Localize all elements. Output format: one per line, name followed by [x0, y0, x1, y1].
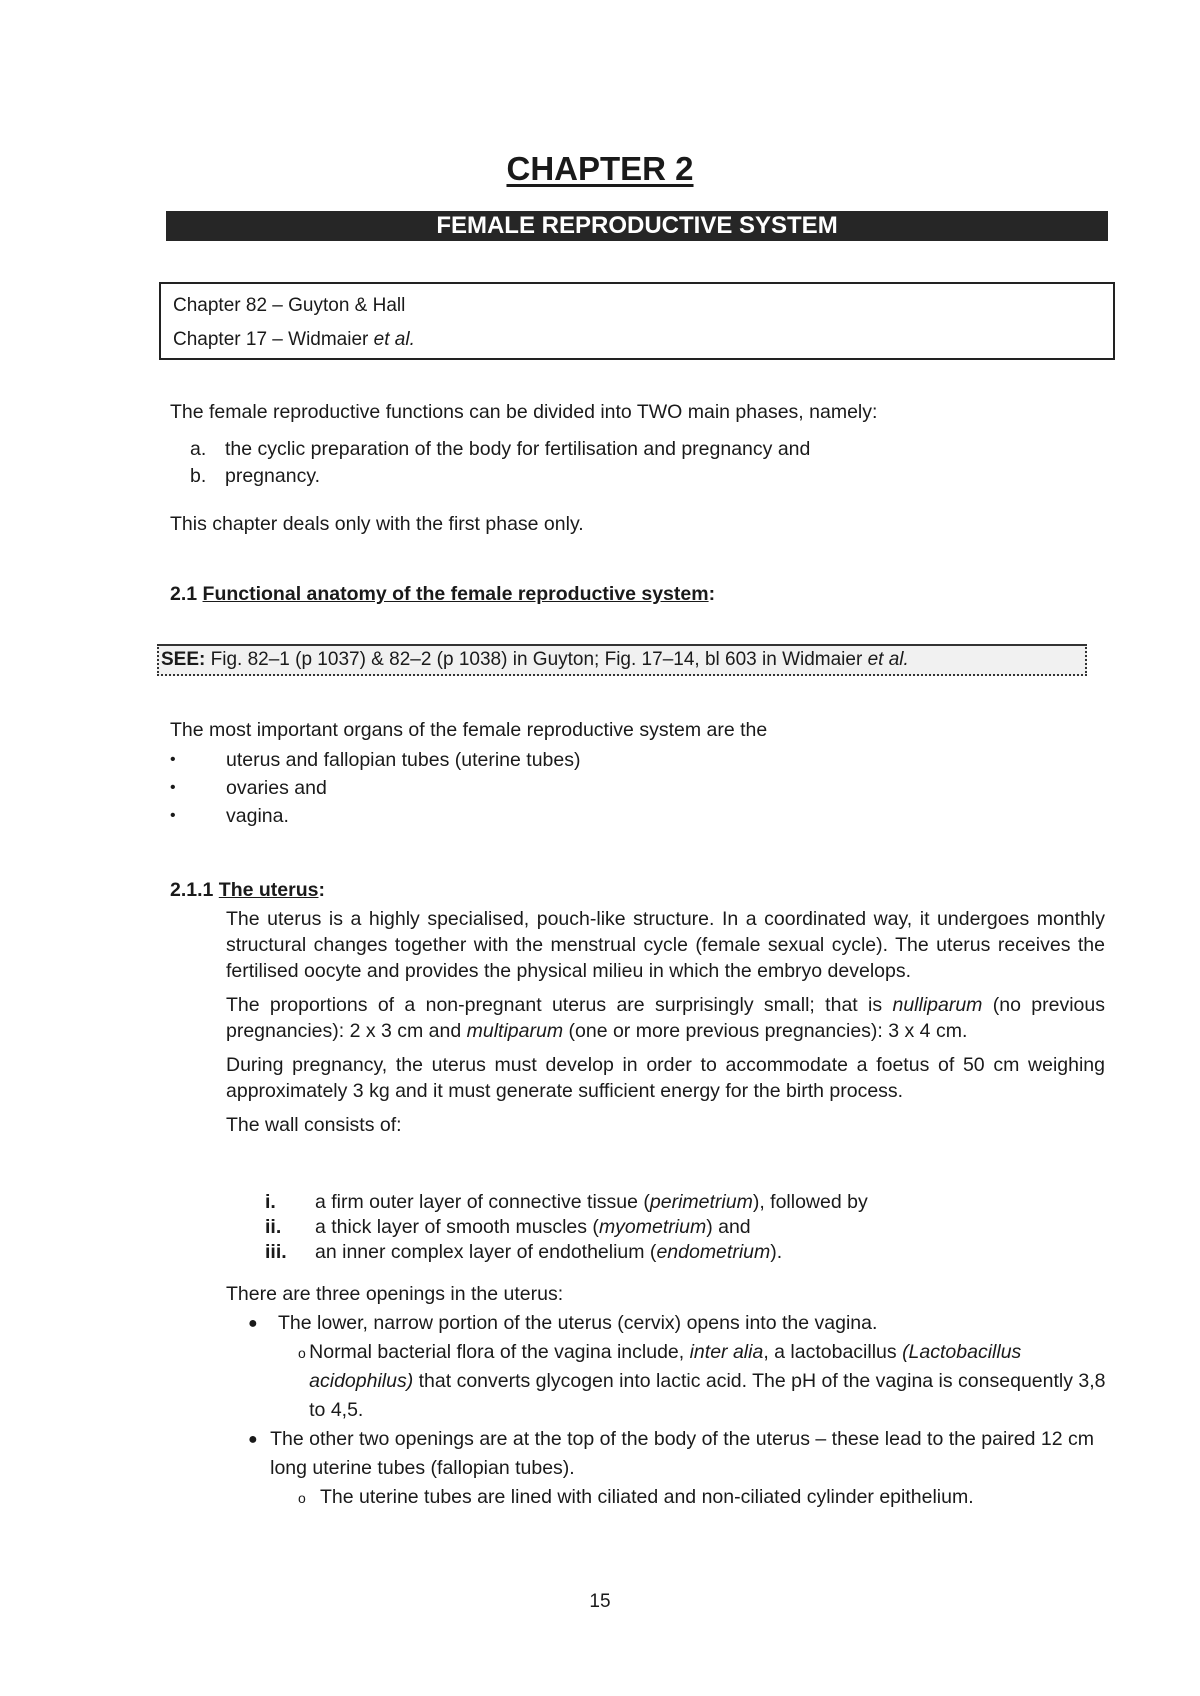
list-item [170, 774, 1070, 802]
bullet-icon: ● [248, 1431, 258, 1448]
section-title: Functional anatomy of the female reproductive system [202, 583, 709, 605]
bullet-icon: • [170, 751, 176, 768]
openings-section [226, 1280, 1106, 1514]
list-item [190, 436, 1090, 463]
bullet-icon: • [170, 779, 176, 796]
chapter-banner: FEMALE REPRODUCTIVE SYSTEM [166, 211, 1108, 241]
reference-line-2-text: Chapter 17 – Widmaier [173, 329, 374, 350]
list-item-text: uterus and fallopian tubes (uterine tubes) [226, 749, 581, 771]
list-item-text: The lower, narrow portion of the uterus (cervix) opens into the vagina. [278, 1312, 878, 1334]
organs-list [170, 746, 1070, 830]
see-italic: et al. [867, 649, 909, 670]
bullet-icon: • [170, 807, 176, 824]
list-item-text: vagina. [226, 805, 289, 827]
list-marker: a. [190, 438, 207, 460]
uterus-description [226, 906, 1105, 1146]
list-marker: ii. [265, 1216, 282, 1238]
text-run: ), followed by [752, 1191, 868, 1213]
wall-intro: The wall consists of: [226, 1114, 402, 1136]
list-item [190, 463, 1090, 490]
see-text: Fig. 82–1 (p 1037) & 82–2 (p 1038) in Guyton; Fig. 17–14, bl 603 in Widmaier [205, 649, 868, 670]
text-run: a firm outer layer of connective tissue ( [315, 1191, 650, 1213]
list-item [265, 1215, 1085, 1240]
bullet-icon: ● [248, 1315, 258, 1332]
phase-list [190, 436, 1090, 490]
section-number: 2.1.1 [170, 879, 219, 901]
list-item-text [309, 1338, 1106, 1425]
list-item-text: the cyclic preparation of the body for fertilisation and pregnancy and [225, 438, 811, 460]
text-italic: multiparum [466, 1020, 564, 1042]
list-item [265, 1190, 1085, 1215]
section-colon: : [708, 583, 716, 605]
list-marker: b. [190, 465, 207, 487]
text-run: (no previous pregnancies): 2 x 3 cm and [226, 994, 1105, 1042]
text-italic: nulliparum [892, 994, 983, 1016]
list-item [248, 1425, 1106, 1483]
list-item [170, 802, 1070, 830]
see-label: SEE: [161, 649, 206, 670]
list-item [248, 1309, 1106, 1338]
text-run: a thick layer of smooth muscles ( [315, 1216, 599, 1238]
organs-intro: The most important organs of the female reproductive system are the [170, 719, 768, 741]
text-run: , a lactobacillus [763, 1341, 903, 1363]
list-item-text [315, 1240, 782, 1265]
reference-line-2-italic: et al. [373, 329, 415, 350]
list-item-text [315, 1190, 868, 1215]
text-run: (one or more previous pregnancies): 3 x 4 cm. [563, 1020, 968, 1042]
reference-line-1: Chapter 82 – Guyton & Hall [173, 295, 406, 316]
text-italic: endometrium [656, 1241, 771, 1263]
page-number: 15 [589, 1591, 611, 1612]
sub-list-item [298, 1483, 1106, 1514]
section-number: 2.1 [170, 583, 203, 605]
section-colon: : [318, 879, 325, 901]
intro-text: The female reproductive functions can be divided into TWO main phases, namely: [170, 401, 878, 423]
list-item-text: The other two openings are at the top of the body of the uterus – these lead to the paired 12 cm long uterine tubes (fallopian tubes). [270, 1428, 1094, 1479]
text-run: Normal bacterial flora of the vagina include, [309, 1341, 690, 1363]
uterus-paragraph-2 [226, 992, 1105, 1044]
text-italic: (Lactobacillus acidophilus) [309, 1341, 1022, 1392]
list-item-text: ovaries and [226, 777, 327, 799]
reference-box [159, 282, 1115, 360]
text-run: an inner complex layer of endothelium ( [315, 1241, 657, 1263]
uterus-paragraph-1: The uterus is a highly specialised, pouch-like structure. In a coordinated way, it undergoes monthly structural changes together with the menstrual cycle (female sexual cycle). The uterus receives the fertilised oocyte and provides the physical milieu in which the embryo develops. [226, 908, 1105, 982]
text-run: ) and [706, 1216, 751, 1238]
list-item-text: The uterine tubes are lined with ciliated and non-ciliated cylinder epithelium. [320, 1486, 974, 1508]
list-marker: iii. [265, 1241, 287, 1263]
list-marker: i. [265, 1191, 276, 1213]
text-italic: inter alia [689, 1341, 764, 1363]
openings-intro: There are three openings in the uterus: [226, 1283, 564, 1305]
circle-bullet-icon: o [298, 1490, 306, 1506]
sub-list-item [298, 1338, 1106, 1425]
circle-bullet-icon: o [298, 1345, 306, 1361]
uterus-paragraph-3: During pregnancy, the uterus must develop in order to accommodate a foetus of 50 cm weighing approximately 3 kg and it must generate sufficient energy for the birth process. [226, 1054, 1105, 1102]
text-italic: myometrium [598, 1216, 707, 1238]
reference-line-2 [173, 323, 1101, 357]
text-italic: perimetrium [649, 1191, 753, 1213]
text-run: that converts glycogen into lactic acid. The pH of the vagina is consequently 3,8 to 4,5. [309, 1370, 1106, 1421]
text-run: ). [770, 1241, 783, 1263]
chapter-title: CHAPTER 2 [506, 150, 694, 187]
list-item [170, 746, 1070, 774]
wall-layers-list [265, 1190, 1085, 1265]
text-run: The proportions of a non-pregnant uterus are surprisingly small; that is [226, 994, 893, 1016]
section-title: The uterus [218, 879, 319, 901]
see-reference-box [157, 644, 1087, 676]
intro-note: This chapter deals only with the first phase only. [170, 513, 584, 535]
list-item-text: pregnancy. [225, 465, 321, 487]
list-item-text [315, 1215, 751, 1240]
section-heading-2-1 [170, 582, 1105, 607]
section-heading-2-1-1 [170, 878, 1105, 903]
list-item [265, 1240, 1085, 1265]
